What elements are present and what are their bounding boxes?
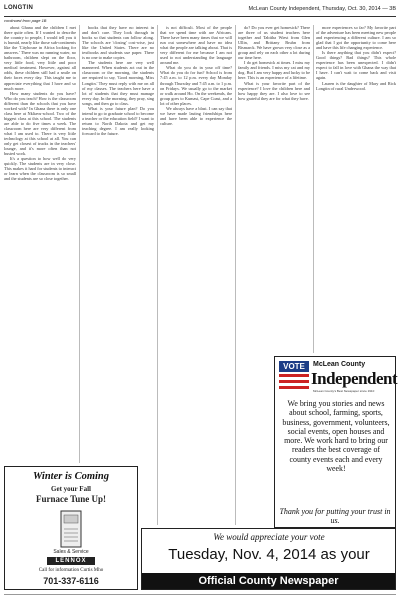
article-column-5 bbox=[316, 25, 396, 353]
article-column-2 bbox=[82, 25, 154, 463]
paragraph: What is your future plan? Do you intend to go to graduate school to become a teacher or the education field? I want to return to North Dakota and get my teaching degree. I am really looking forward to the future. bbox=[82, 105, 154, 136]
column-divider bbox=[79, 25, 80, 463]
vote-flag-text: VOTE bbox=[279, 361, 309, 372]
paragraph: Is there anything that you didn't expect? Good things? Bad things? This whole experience has been unexpected. I didn't expect to fall in love with Ghana the way that I have. I can't wait to come back and visit again. bbox=[316, 50, 396, 81]
paragraph: How many students do you have? Who do you teach? How is the classroom different than the schools that you have worked with? In Ghana there is only one class here at Nkliavu-school. Two of the biggest class at this school. The students are able to do five times a week. The classroom here are very different from what I am used to. There is very little technology at this school at all. You can only get closest of trucks in the teachers' lounge, and it's more often than not busted work. bbox=[4, 90, 76, 157]
paragraph: I do get homesick at times. I miss my family and friends. I miss my cat and my dog. But I am very happy and lucky to be here. This is an experience of a lifetime. bbox=[238, 60, 310, 81]
ad-tagline: Thank you for putting your trust in us. bbox=[279, 507, 391, 525]
column-divider bbox=[235, 25, 236, 525]
article-column-3 bbox=[160, 25, 232, 525]
ad-subtitle: Furnace Tune Up! bbox=[35, 494, 106, 504]
paragraph: do? Do you ever get homesick? There are three of us student teachers here together and Tabitha Wiest from Glen Ullin, and Brittany Bruhn from Bismarck. We have grown very close as a group and rely on each other a lot during our time here. bbox=[238, 25, 310, 61]
official-newspaper-ad bbox=[141, 528, 396, 590]
continued-line: continued from page 1B bbox=[4, 18, 47, 23]
column-divider bbox=[157, 25, 158, 525]
paragraph: What do you do in your off time? What do you do for fun? School is from 7:45 a.m. to 12 p.m. every day Monday through Thursday and 7:45 a.m. to 1 p.m. on Fridays. We usually go to the market or walk around Ho. On the weekends, the group goes to Kumasi, Cape Coast, and a lot of other places. bbox=[160, 65, 232, 106]
ad-contact: Curtis Mho bbox=[80, 568, 104, 573]
ad-call-line bbox=[5, 568, 137, 573]
paragraph: is not difficult. Most of the people that we spend time with are Africans. There have been many times that we will run out somewhere and have no idea what the people are talking about. That is very different for me because I am not used to not understanding the language around me. bbox=[160, 25, 232, 66]
ad-call-text: Call for information bbox=[38, 568, 80, 573]
vote-independent-ad bbox=[274, 356, 396, 528]
ad-vote-request: We would appreciate your vote bbox=[213, 532, 325, 542]
footer-rule bbox=[4, 594, 396, 595]
ad-masthead-sub: McLean County's Best Newspaper since 1910 bbox=[313, 389, 375, 393]
paragraph: What is your favorite part of the experience? I love the children here and how happy they are. I also love to see how grateful they are for what they have. bbox=[238, 80, 310, 101]
paragraph: books that they have no interest in and don't care. They look through in books so that students can follow along. The schools are 'closing' cost-wise, just like the United States. There are no textbooks and students use paper. There is no one to make copies. bbox=[82, 25, 154, 61]
column-divider bbox=[313, 25, 314, 353]
ad-date-line: Tuesday, Nov. 4, 2014 as your bbox=[168, 546, 370, 563]
paragraph: about Ghana and the children I met there quite often. If I wanted to describe the country to people, I would tell you it is humid, nearly like those sub-continents like the 'Cityhouse in Africa looking for answers.' There was no running water, no bathroom, children slept on the floor, very little food, very little and poor medical treatment. However, against all odds, these children still had a smile on their faces every day. This taught me to appreciate everything that I have and so much more. bbox=[4, 25, 76, 91]
ad-county-name: McLean County bbox=[313, 361, 366, 368]
paragraph: We always have a blast. I can say that we have made lasting friendships here and have been able to experience the culture. bbox=[160, 105, 232, 126]
page-folio: McLean County Independent, Thursday, Oct. 30, 2014 — 3B bbox=[248, 6, 396, 12]
flag-stripe bbox=[279, 386, 309, 389]
ad-title: Winter is Coming bbox=[32, 471, 110, 482]
brand-logo: LENNOX bbox=[47, 557, 95, 565]
article-column-1 bbox=[4, 25, 76, 463]
furnace-tune-up-ad bbox=[4, 466, 138, 590]
ad-banner-bar: Official County Newspaper bbox=[142, 573, 395, 589]
ad-masthead-block bbox=[279, 361, 398, 393]
paragraph: more experiences so far? My favorite part of the adventure has been meeting new people and experiencing a different culture. I am so glad that I got the opportunity to come here and have this life changing experience. bbox=[316, 25, 396, 51]
ad-phone-number: 701-337-6116 bbox=[43, 576, 99, 586]
paragraph: Lauren is the daughter of Mary and Rick Longtin of rural Underwood. bbox=[316, 80, 396, 91]
ad-subtitle: Get your Fall bbox=[51, 485, 91, 493]
furnace-icon bbox=[51, 509, 91, 549]
ad-sales-line: Sales & Service bbox=[53, 549, 89, 555]
article-column-4 bbox=[238, 25, 310, 353]
header-rule bbox=[4, 16, 396, 17]
ad-masthead: Independent bbox=[311, 369, 398, 388]
flag-stripe bbox=[279, 374, 309, 377]
flag-stripe bbox=[279, 380, 309, 383]
section-flag: LONGTIN bbox=[4, 5, 34, 11]
ad-pitch-text: We bring you stories and news about school, farming, sports, business, government, volunteers, social events, open houses and more. We work hard to bring our readers the best coverage of county events each and every week! bbox=[282, 399, 390, 474]
paragraph: It's a question to how well do very quickly. The students are in very close. This makes it hard for students to interact or learn when the classroom is so small and the students are so close together. bbox=[4, 156, 76, 182]
paragraph: The students here are very well mannered. When students act out in the classroom or the morning, the students are required to say, 'Good morning, Miss Longtin.' They must reply with me on all of my classes. The teachers here have a lot of students that they must manage every day. In the morning, they pray, sing songs, and then go to class. bbox=[82, 60, 154, 106]
vote-flag-logo bbox=[279, 361, 309, 389]
